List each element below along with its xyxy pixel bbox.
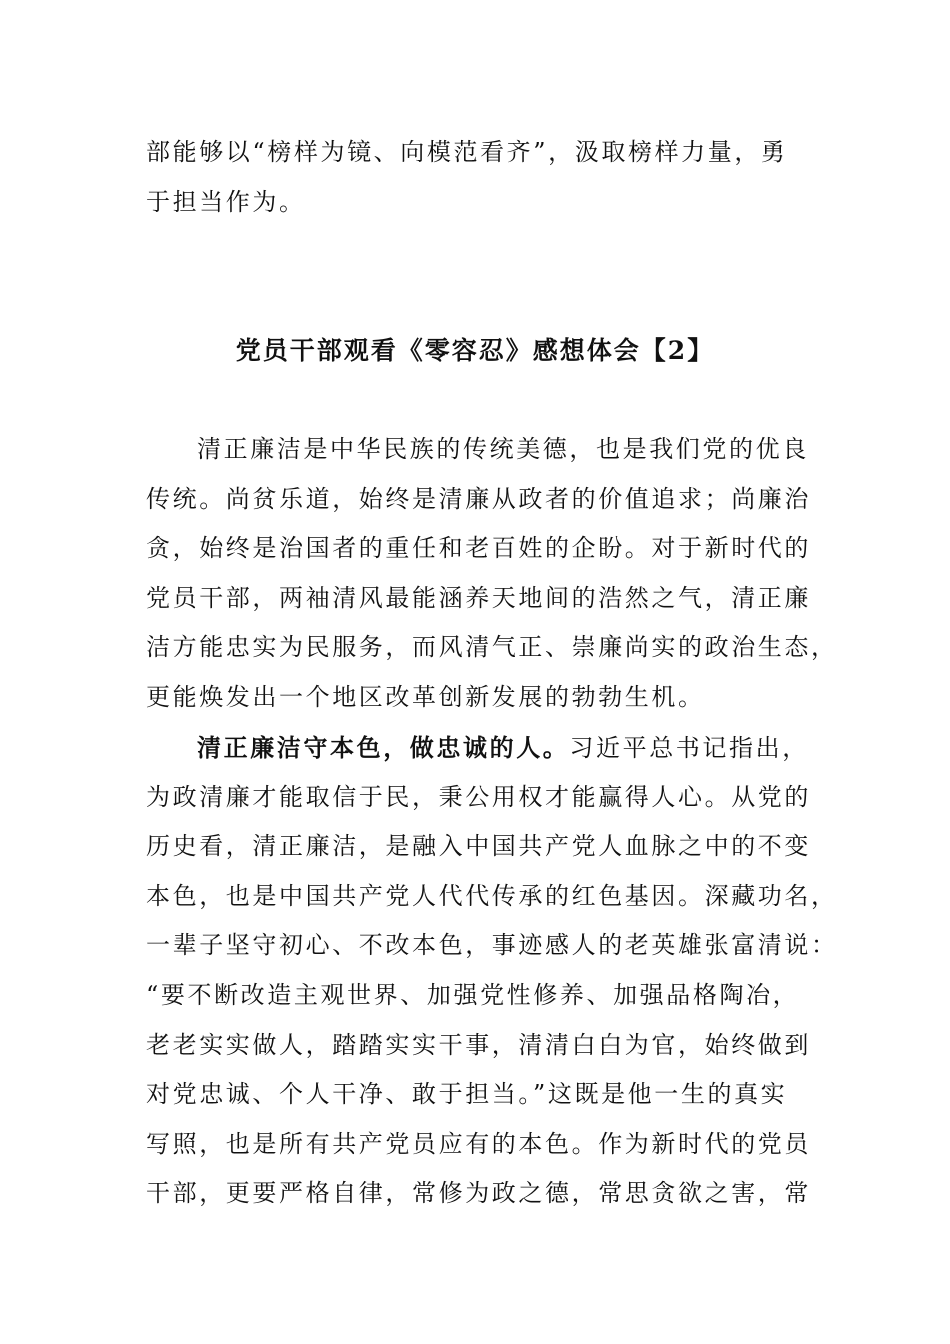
- paragraph-line: 传统。尚贫乐道，始终是清廉从政者的价值追求；尚廉治: [146, 484, 811, 513]
- paragraph-line: “要不断改造主观世界、加强党性修养、加强品格陶冶，: [146, 980, 800, 1009]
- continued-paragraph: [146, 128, 806, 227]
- paragraph-line: 老老实实做人，踏踏实实干事，清清白白为官，始终做到: [146, 1030, 811, 1059]
- bold-lead-sentence: 清正廉洁守本色，做忠诚的人。: [197, 733, 570, 762]
- paragraph-line: 一辈子坚守初心、不改本色，事迹感人的老英雄张富清说：: [146, 931, 838, 960]
- paragraph-line: 清正廉洁是中华民族的传统美德，也是我们党的优良: [197, 435, 809, 463]
- paragraph-line: 历史看，清正廉洁，是融入中国共产党人血脉之中的不变: [146, 832, 811, 861]
- paragraph-line: 党员干部，两袖清风最能涵养天地间的浩然之气，清正廉: [146, 583, 811, 612]
- paragraph-line: 干部，更要严格自律，常修为政之德，常思贪欲之害，常: [146, 1179, 811, 1208]
- paragraph-line: 贪，始终是治国者的重任和老百姓的企盼。对于新时代的: [146, 534, 811, 563]
- section-title: 党员干部观看《零容忍》感想体会【2】: [235, 336, 715, 365]
- paragraph-line: 为政清廉才能取信于民，秉公用权才能赢得人心。从党的: [146, 782, 811, 811]
- paragraph-1: [146, 425, 838, 723]
- paragraph-line: 部能够以“榜样为镜、向模范看齐”，汲取榜样力量，勇: [146, 138, 788, 166]
- paragraph-first-line: [146, 723, 809, 773]
- paragraph-line: 对党忠诚、个人干净、敢于担当。”这既是他一生的真实: [146, 1080, 788, 1109]
- paragraph-line: 本色，也是中国共产党人代代传承的红色基因。深藏功名，: [146, 881, 838, 910]
- paragraph-line: 更能焕发出一个地区改革创新发展的勃勃生机。: [146, 682, 705, 711]
- paragraph-line: 洁方能忠实为民服务，而风清气正、崇廉尚实的政治生态，: [146, 633, 838, 662]
- paragraph-line: 于担当作为。: [146, 187, 306, 216]
- paragraph-line: 写照，也是所有共产党员应有的本色。作为新时代的党员: [146, 1129, 811, 1158]
- paragraph-2: [146, 723, 838, 1219]
- first-line-rest: 习近平总书记指出，: [569, 734, 809, 762]
